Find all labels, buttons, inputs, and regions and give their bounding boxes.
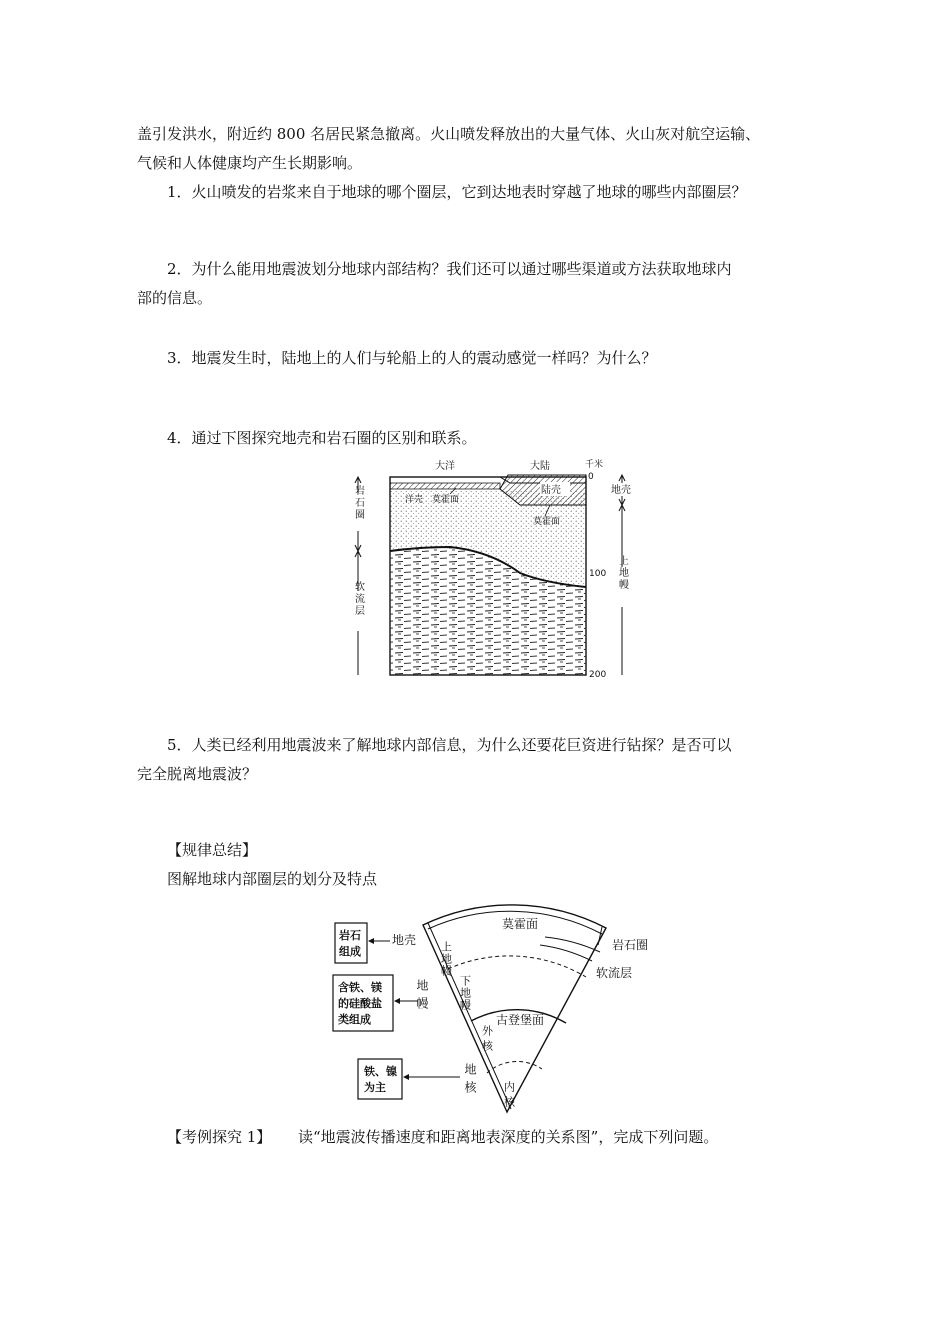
crust-composition-line-1: 岩石 (339, 929, 361, 942)
asthenosphere-label: 软流层 (596, 966, 633, 980)
lithosphere-label: 岩石圈 (352, 485, 364, 521)
mantle-composition-line-2: 的硅酸盐 (338, 997, 382, 1010)
question-4: 4．通过下图探究地壳和岩石圈的区别和联系。 (167, 429, 477, 447)
question-1: 1．火山喷发的岩浆来自于地球的哪个圈层，它到达地表时穿越了地球的哪些内部圈层？ (167, 183, 747, 201)
mantle-arrow-head (394, 998, 400, 1004)
outer-core-label: 外核 (480, 1025, 494, 1055)
moho-label-2: 莫霍面 (533, 517, 561, 527)
mantle-composition-line-1: 含铁、镁 (338, 981, 382, 994)
tick-200-label: 200 (589, 670, 607, 680)
moho-label: 莫霍面 (502, 917, 539, 931)
upper-lower-mantle-boundary (448, 956, 586, 977)
intro-line-1: 盖引发洪水，附近约 800 名居民紧急撤离。火山喷发释放出的大量气体、火山灰对航空运输、 (137, 125, 761, 143)
mantle-label: 地幔 (415, 979, 429, 1015)
asthenosphere-arc (540, 945, 592, 961)
question-2-line-2: 部的信息。 (137, 289, 213, 307)
upper-mantle-label: 上地幔 (616, 555, 628, 591)
lithosphere-label: 岩石圈 (612, 938, 649, 952)
lithosphere-arc (545, 937, 600, 952)
continental-crust-label: 陆壳 (541, 485, 561, 496)
question-3: 3．地震发生时，陆地上的人们与轮船上的人的震动感觉一样吗？为什么？ (167, 349, 657, 367)
summary-subtitle: 图解地球内部圈层的划分及特点 (167, 870, 378, 888)
crust-label: 地壳 (392, 933, 417, 947)
summary-heading: 【规律总结】 (167, 841, 258, 859)
crust-arrow-head (368, 938, 374, 944)
oceanic-crust-label: 洋壳 (405, 495, 424, 505)
upper-mantle-label: 上地幔 (439, 941, 453, 977)
asthenosphere-label: 软流层 (352, 581, 364, 617)
tick-0-label: 0 (588, 472, 594, 482)
mantle-composition-line-3: 类组成 (338, 1013, 371, 1026)
gutenberg-label: 古登堡面 (496, 1013, 545, 1027)
question-5-line-2: 完全脱离地震波？ (137, 765, 258, 783)
moho-label-1: 莫霍面 (432, 495, 460, 505)
lower-mantle-label: 下地幔 (458, 975, 472, 1011)
core-composition-line-2: 为主 (364, 1081, 386, 1094)
tick-100-label: 100 (589, 569, 607, 579)
core-label: 地核 (463, 1063, 477, 1099)
question-5-line-1: 5．人类已经利用地震波来了解地球内部信息，为什么还要花巨资进行钻探？是否可以 (167, 736, 732, 754)
oceanic-crust (390, 483, 500, 489)
ocean-label: 大洋 (435, 461, 455, 472)
core-arrow-head (403, 1074, 409, 1080)
earth-interior-figure (330, 897, 690, 1122)
continent-label: 大陆 (530, 461, 550, 472)
intro-line-2: 气候和人体健康均产生长期影响。 (137, 154, 363, 172)
question-2-line-1: 2．为什么能用地震波划分地球内部结构？我们还可以通过哪些渠道或方法获取地球内 (167, 260, 732, 278)
core-composition-line-1: 铁、镍 (364, 1065, 397, 1078)
unit-label: 千米 (585, 460, 604, 470)
inner-core-label: 内核 (502, 1081, 516, 1111)
example-label: 【考例探究 1】 (167, 1128, 272, 1146)
lithosphere-crust-figure (340, 455, 640, 685)
example-text: 读“地震波传播速度和距离地表深度的关系图”，完成下列问题。 (298, 1128, 719, 1146)
crust-label: 地壳 (611, 485, 631, 496)
crust-composition-line-2: 组成 (339, 945, 361, 958)
